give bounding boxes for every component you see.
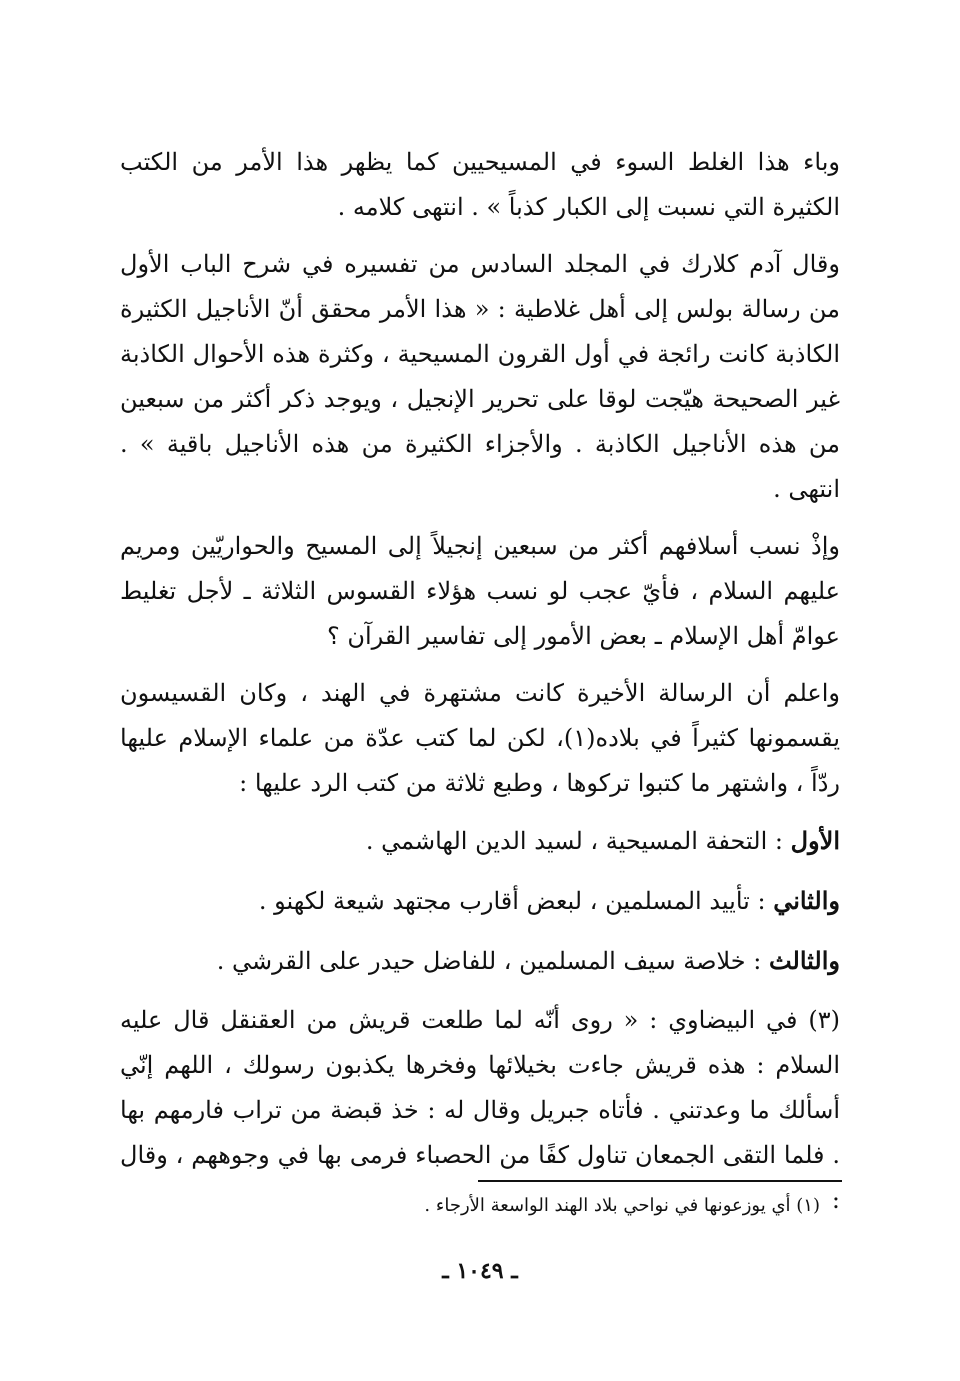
footnote: (١) أي يوزعونها في نواحي بلاد الهند الواسعة الأرجاء . — [424, 1195, 820, 1216]
list-item-second-text: : تأييد المسلمين ، لبعض أقارب مجتهد شيعة لكهنو . — [258, 887, 774, 915]
paragraph-1: وباء هذا الغلط السوء في المسيحيين كما يظهر هذا الأمر من الكتب الكثيرة التي نسبت إلى الكبار كذباً » . انتهى كلامه . — [120, 148, 840, 221]
list-item-first-lead: الأول — [790, 826, 840, 855]
page-body — [120, 140, 840, 1235]
page-number: ـ ١٠٤٩ ـ — [442, 1258, 518, 1284]
list-item-first — [120, 818, 840, 864]
paragraph-2: وقال آدم كلارك في المجلد السادس من تفسيره في شرح الباب الأول من رسالة بولس إلى أهل غلاطية : « هذا الأمر محقق أنّ الأناجيل الكثيرة الكاذبة كانت رائجة في أول القرون المسيحية ، وكثرة هذه الأحوال الكاذبة غير الصحيحة هيّجت لوقا على تحرير الإنجيل ، ويوجد ذكر أكثر من سبعين من هذه الأناجيل الكاذبة . والأجزاء الكثيرة من هذه الأناجيل باقية » . انتهى . — [120, 250, 841, 503]
closing-paragraph: (٣) في البيضاوي : « روى أنّه لما طلعت قريش من العقنقل قال عليه السلام : هذه قريش جاءت بخيلائها وفخرها يكذبون رسولك ، اللهم إنّي أسألك ما وعدتني . فأتاه جبريل وقال له : خذ قبضة من تراب فارمهم بها . فلما التقى الجمعان تناول كفًا من الحصباء فرمى بها في وجوههم ، وقال : — [120, 1006, 840, 1214]
list-item-first-text: : التحفة المسيحية ، لسيد الدين الهاشمي . — [365, 827, 791, 855]
list-item-third-lead: والثالث — [768, 946, 840, 975]
footnote-divider — [478, 1180, 842, 1182]
list-item-second-lead: والثاني — [773, 886, 840, 915]
paragraph-4: واعلم أن الرسالة الأخيرة كانت مشتهرة في الهند ، وكان القسيسون يقسمونها كثيراً في بلاده(١)، لكن لما كتب عدّة من علماء الإسلام عليها ردّاً ، واشتهر ما كتبوا تركوها ، وطبع ثلاثة من كتب الرد عليها : — [120, 679, 841, 797]
paragraph-3: وإذْ نسب أسلافهم أكثر من سبعين إنجيلاً إلى المسيح والحواريّين ومريم عليهم السلام ، فأيّ عجب لو نسب هؤلاء القسوس الثلاثة ـ لأجل تغليط عوامّ أهل الإسلام ـ بعض الأمور إلى تفاسير القرآن ؟ — [120, 532, 840, 650]
list-item-third — [120, 938, 840, 984]
list-item-third-text: : خلاصة سيف المسلمين ، للفاضل حيدر على القرشي . — [216, 947, 769, 975]
list-item-second — [120, 878, 840, 924]
